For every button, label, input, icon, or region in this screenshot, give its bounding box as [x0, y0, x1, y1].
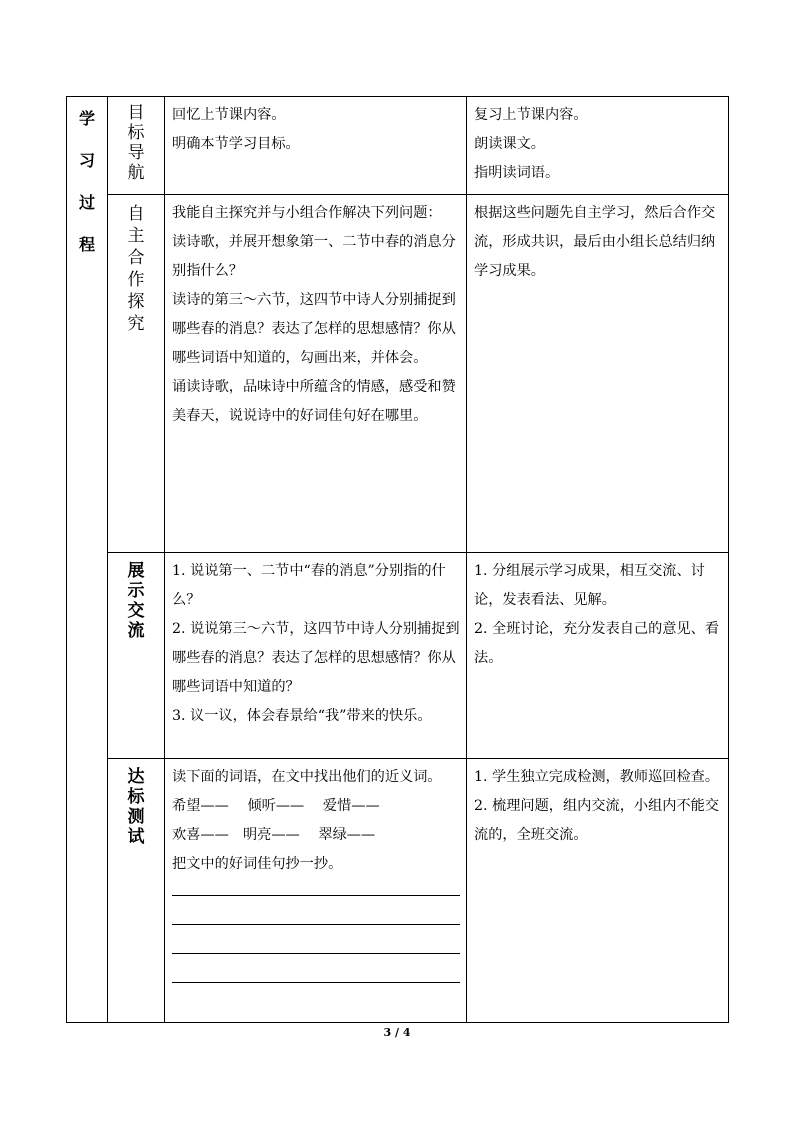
- section-label-goal-cell: [108, 97, 165, 195]
- stage-label: [67, 109, 107, 277]
- section-char: 自: [127, 204, 145, 224]
- section-char: 航: [127, 163, 145, 183]
- teacher-text: 1. 说说第一、二节中“春的消息”分别指的什么？: [172, 563, 446, 608]
- teacher-activity-goal: [165, 97, 467, 195]
- student-text: 指明读词语。: [474, 165, 560, 181]
- teacher-text: 3. 议一议，体会春景给“我”带来的快乐。: [172, 708, 432, 724]
- section-char: 展: [127, 561, 145, 581]
- section-char: 试: [127, 827, 145, 847]
- stage-char: 程: [78, 235, 95, 254]
- answer-line[interactable]: [172, 895, 460, 896]
- teacher-text: 读诗歌，并展开想象第一、二节中春的消息分别指什么？: [172, 234, 456, 279]
- student-text: 1. 学生独立完成检测，教师巡回检查。: [474, 769, 720, 785]
- answer-line[interactable]: [172, 953, 460, 954]
- teacher-activity-explore: [165, 195, 467, 553]
- stage-label-cell: [67, 97, 108, 1023]
- lesson-plan-table: [66, 96, 729, 1023]
- section-label-present: [108, 553, 164, 641]
- teacher-activity-present: [165, 553, 467, 759]
- student-activity-test: [467, 759, 729, 1023]
- section-char: 探: [127, 292, 145, 312]
- section-label-goal: [108, 97, 164, 183]
- teacher-text: 我能自主探究并与小组合作解决下列问题：: [172, 205, 442, 221]
- teacher-text: 明确本节学习目标。: [172, 136, 300, 152]
- student-activity-present: [467, 553, 729, 759]
- section-char: 标: [127, 123, 145, 143]
- stage-char: 过: [78, 193, 95, 212]
- teacher-text: 回忆上节课内容。: [172, 107, 286, 123]
- synonym-words-row: 希望—— 倾听—— 爱惜——: [172, 798, 380, 814]
- student-activity-goal: [467, 97, 729, 195]
- student-text: 2. 全班讨论，充分发表自己的意见、看法。: [474, 621, 720, 666]
- section-label-explore: [108, 195, 164, 335]
- teacher-text: 诵读诗歌，品味诗中所蕴含的情感，感受和赞美春天，说说诗中的好词佳句好在哪里。: [172, 379, 456, 424]
- teacher-text: 把文中的好词佳句抄一抄。: [172, 856, 343, 872]
- section-char: 作: [127, 270, 145, 290]
- answer-blank-lines: [172, 879, 460, 983]
- student-text: 1. 分组展示学习成果，相互交流、讨论，发表看法、见解。: [474, 563, 705, 608]
- teacher-activity-test: [165, 759, 467, 1023]
- section-label-present-cell: [108, 553, 165, 759]
- student-text: 复习上节课内容。: [474, 107, 588, 123]
- section-char: 交: [127, 601, 145, 621]
- section-label-explore-cell: [108, 195, 165, 553]
- answer-line[interactable]: [172, 924, 460, 925]
- section-char: 主: [127, 226, 145, 246]
- page-number: 3 / 4: [383, 1026, 411, 1039]
- answer-line[interactable]: [172, 982, 460, 983]
- stage-char: 习: [78, 151, 95, 170]
- student-text: 朗读课文。: [474, 136, 545, 152]
- section-char: 测: [127, 807, 145, 827]
- section-char: 示: [127, 581, 145, 601]
- section-char: 导: [127, 143, 145, 163]
- teacher-text: 读下面的词语，在文中找出他们的近义词。: [172, 769, 442, 785]
- section-char: 达: [127, 767, 145, 787]
- teacher-text: 读诗的第三～六节，这四节中诗人分别捕捉到哪些春的消息？表达了怎样的思想感情？你从哪些词语中知道的，勾画出来，并体会。: [172, 292, 456, 366]
- section-label-test: [108, 759, 164, 847]
- section-char: 究: [127, 314, 145, 334]
- section-label-test-cell: [108, 759, 165, 1023]
- teacher-text: 2. 说说第三～六节，这四节中诗人分别捕捉到哪些春的消息？表达了怎样的思想感情？你从哪些词语中知道的？: [172, 621, 460, 695]
- student-activity-explore: [467, 195, 729, 553]
- student-text: 2. 梳理问题，组内交流，小组内不能交流的，全班交流。: [474, 798, 720, 843]
- section-char: 标: [127, 787, 145, 807]
- section-char: 目: [127, 103, 145, 123]
- synonym-words-row: 欢喜—— 明亮—— 翠绿——: [172, 827, 376, 843]
- section-char: 合: [127, 248, 145, 268]
- section-char: 流: [127, 621, 145, 641]
- stage-char: 学: [78, 109, 95, 128]
- student-text: 根据这些问题先自主学习，然后合作交流，形成共识，最后由小组长总结归纳学习成果。: [474, 205, 716, 279]
